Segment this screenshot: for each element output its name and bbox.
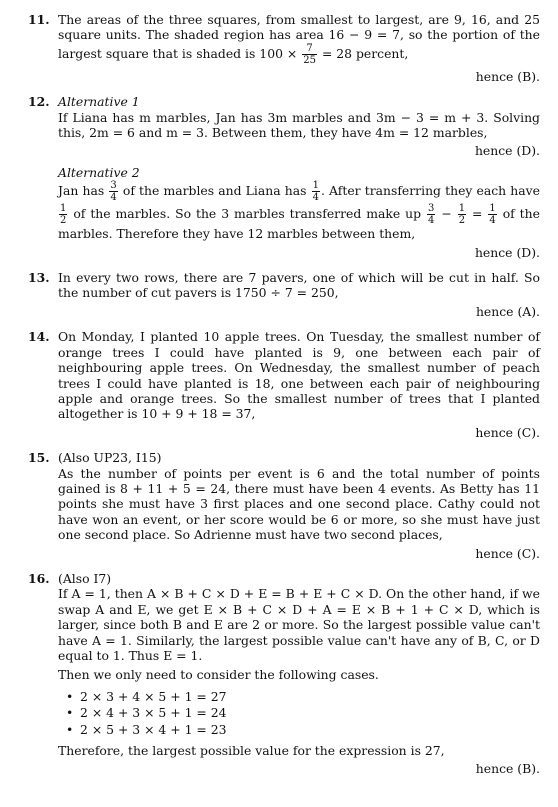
solution-number: 12. — [28, 94, 50, 110]
list-item: • 2 × 3 + 4 × 5 + 1 = 27 — [80, 689, 540, 704]
solution-13 — [28, 270, 540, 319]
conclusion-text: Therefore, the largest possible value for the expression is 27, — [58, 743, 445, 759]
fraction: $\frac{1}{4}$ — [312, 180, 319, 204]
fraction: $\frac{1}{2}$ — [60, 203, 67, 227]
solution-text: On Monday, I planted 10 apple trees. On Tuesday, the smallest number of orange trees I could have planted is 9, one between each pair of neighbouring apple trees. On Wednesday, the smallest number of peach trees I could have planted is 18, one between each pair of neighbouring apple and orange trees. So the smallest number of trees that I planted altogether is 10 + 9 + 18 = 37, — [58, 329, 540, 422]
solution-16 — [28, 571, 540, 777]
answer-line: hence (B). — [475, 68, 540, 84]
answer-line: hence (B). — [475, 761, 540, 777]
list-item: • 2 × 5 + 3 × 4 + 1 = 23 — [80, 722, 540, 737]
cross-reference-note: (Also I7) — [58, 570, 112, 586]
alternative-label: Alternative 2 — [58, 164, 140, 180]
solution-15 — [28, 450, 540, 561]
answer-line: hence (D). — [474, 143, 540, 159]
fraction: $\frac{1}{4}$ — [489, 203, 496, 227]
solution-number: 14. — [28, 329, 50, 345]
solution-text: Jan has $\frac{3}{4}$ of the marbles and Liana has $\frac{1}{4}$ . After transferring they each have $\frac{1}{2}$ of the marbles. So the 3 marbles transferred make up $\frac{3}{4}$ − $\frac{1}{2}$ = $\frac{1}{4}$ of the marbles. Therefore they have 12 marbles between them, — [58, 180, 540, 242]
solution-text: The areas of the three squares, from smallest to largest, are 9, 16, and 25 square units. The shaded region has area 16 − 9 = 7, so the portion of the largest square that is shaded is 100 × $\frac{7}{25}$ = 28 percent, — [58, 12, 540, 66]
cross-reference-note: (Also UP23, I15) — [58, 450, 162, 466]
solution-14 — [28, 329, 540, 440]
solution-11 — [28, 12, 540, 84]
solution-12 — [28, 94, 540, 260]
solution-text: As the number of points per event is 6 and the total number of points gained is 8 + 11 + 5 = 24, there must have been 4 events. As Betty has 11 points she must have 3 first places and one second place. Cathy could not have won an event, or her score would be 6 or more, so she must have just one second place. So Adrienne must have two second places, — [58, 465, 540, 543]
cases-intro: Then we only need to consider the following cases. — [58, 667, 379, 683]
solution-number: 11. — [28, 12, 50, 27]
solution-text: In every two rows, there are 7 pavers, one of which will be cut in half. So the number of cut pavers is 1750 ÷ 7 = 250, — [58, 270, 540, 301]
list-item: • 2 × 4 + 3 × 5 + 1 = 24 — [80, 705, 540, 720]
solution-number: 13. — [28, 270, 50, 286]
cases-list — [58, 689, 540, 737]
answer-line: hence (D). — [474, 244, 540, 260]
solution-number: 15. — [28, 450, 50, 466]
answer-line: hence (A). — [475, 303, 540, 319]
solution-number: 16. — [28, 570, 50, 586]
solution-text: If Liana has m marbles, Jan has 3m marbles and 3m − 3 = m + 3. Solving this, 2m = 6 and m = 3. Between them, they have 4m = 12 marbles, — [58, 109, 540, 141]
fraction: $\frac{1}{2}$ — [458, 203, 466, 227]
solutions-page — [28, 12, 540, 787]
answer-line: hence (C). — [475, 545, 540, 561]
fraction: $\frac{3}{4}$ — [428, 203, 435, 227]
alternative-label: Alternative 1 — [58, 94, 140, 110]
answer-line: hence (C). — [475, 424, 540, 440]
fraction: $\frac{3}{4}$ — [110, 180, 117, 204]
solution-text: If A = 1, then A × B + C × D + E = B + E + C × D. On the other hand, if we swap A and E, we get E × B + C × D + A = E × B + 1 + C × D, which is larger, since both B and E are 2 or more. So the largest possible value can't have A = 1. Similarly, the largest possible value can't have any of B, C, or D equal to 1. Thus E = 1. — [58, 586, 540, 663]
fraction: $\frac{7}{25}$ — [303, 42, 316, 66]
